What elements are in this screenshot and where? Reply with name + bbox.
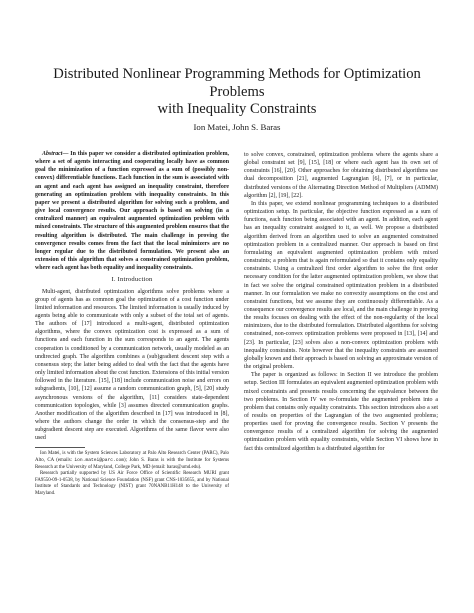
right-column [244,151,438,453]
abstract-text: — In this paper we consider a distributed optimization problem, where a set of agents interacting and cooperating locally have as common goal the minimization of a function expressed as a sum of (possibly non-convex) differentiable functions. Each function in the sum is associated with an agent and each agent has assigned an inequality constraint, therefore generating an optimization problem with inequality constraints. In this paper we present a distributed algorithm for solving such a problem, and give local convergence results. Our approach is based on solving (in a centralized manner) an equivalent augmented optimization problem with mixed constraints. The structure of this augmented problem ensures that the resulting algorithm is distributed. The main challenge in proving the convergence results comes from the fact that the local minimizers are no longer regular due to the distributed formulation. We present also an extension of this algorithm that solves a constrained optimization problem, where each agent has both equality and inequality constraints. [35,151,229,272]
abstract [35,150,229,272]
intro-paragraph: Multi-agent, distributed optimization algorithms solve problems where a group of agents has as common goal the optimization of a cost function under limited information and resources. The limited information is usually induced by agents being able to communicate with only a subset of the total set of agents. The authors of [17] introduced a multi-agent, distributed optimization algorithms, where the convex optimization cost is expressed as a sum of functions and each function in the sum corresponds to an agent. The agents cooperation is conditioned by a communication network, usually modeled as an undirected graph. The algorithm combines a (sub)gradient descent step with a consensus step; the latter being added to deal with the fact that the agents have only limited information about the cost function. Extensions of this initial version followed in the literature. [15], [18] include communication noise and errors on subgradients, [10], [12] assume a random communication graph, [5], [20] study asynchronous versions of the algorithm, [11] considers state-dependent communication topologies, while [3] assumes directed communication graphs. Another modification of the algorithm described in [17] was introduced in [8], where the authors change the order in which the consensus-step and the subgradient descent step are executed. Algorithms of the same flavor were also used [35,288,229,442]
title-line-2: with Inequality Constraints [157,101,317,117]
body-paragraph: to solve convex, constrained, optimization problems where the agents share a global constraint set [9], [15], [18] or where each agent has its own set of constraints [16], [20]. Other approaches for obtaining distributed algorithms use dual decomposition [21], augmented Lagrangian [6], [7], or in particular, distributed versions of the Alternating Direction Method of Multipliers (ADMM) algorithm [2], [19], [22]. [244,152,438,199]
left-column [35,150,229,498]
section-heading-introduction: I. Introduction [111,276,153,284]
abstract-label: Abstract [42,151,63,157]
footnote-affiliation: Ion Matei, is with the System Sciences Laboratory at Palo Alto Research Center (PARC), Palo Alto, CA (emails: ion.matei@parc.com); John S. Baras is with the Institute for Systems Research at the University of Maryland, College Park, MD (email: baras@umd.edu). [35,451,229,470]
footnote-divider [35,447,85,448]
body-paragraph: In this paper, we extend nonlinear programming techniques to a distributed optimization setup. In particular, the objective function expressed as a sum of functions, each function being associated with an agent. In addition, each agent has an inequality constraint assigned to it, as well. We propose a distributed algorithm derived from an algorithm used to solve an augmented constrained optimization problem in a centralized manner. Our approach is based on first formulating an equivalent augmented optimization problem with mixed constraints; a problem that is again reformulated so that it contains only equality constraints. Using a centralized first order algorithm to solve the first order necessary condition for the latter augmented optimization problem, we show that in fact we solve the original constrained optimization problem in a distributed manner. In our formulation we make no convexity assumptions on the cost and constraint functions, but we assume they are continuously differentiable. As a consequence our convergence results are local, and the main challenge in proving the results focuses on dealing with the effect of the non-regularity of the local minimizers, due to the distributed formulation. Distributed algorithms for solving constrained, non-convex optimization problems were proposed in [13], [14] and [23]. In particular, [23] solves also a non-convex optimization problem with inequality constraints. Note however that the inequality constraints are assumed globally known and their approach is based on solving an approximate version of the original problem. [244,200,438,371]
footnote-funding: Research partially supported by US Air Force Office of Scientific Research MURI grant FA9550-09-1-0538, by National Science Foundation (NSF) grant CNS-1035655, and by National Institute of Standards and Technology (NIST) grant 70NANB11H148 to the University of Maryland. [35,471,229,497]
footnote-email-link[interactable]: ion.matei@parc.com [74,458,125,464]
title-line-1: Distributed Nonlinear Programming Methods for Optimization Problems [53,66,421,100]
paper-title [30,66,444,119]
author-list: Ion Matei, John S. Baras [193,122,281,132]
body-paragraph: The paper is organized as follows: in Section II we introduce the problem setup. Section III formulates an equivalent augmented optimization problem with mixed constraints and presents results concerning the equivalence between the two problems. In Section IV we re-formulate the augmented problem into a problem that contains only equality constraints. This section introduces also a set of results on properties of the Lagrangian of the two augmented problems; properties used for proving the convergence results. Section V presents the convergence results of a centralized algorithm for solving the augmented optimization problem with equality constraints, while Section VI shows how in fact this centralized algorithm is a distributed algorithm for [244,372,438,452]
